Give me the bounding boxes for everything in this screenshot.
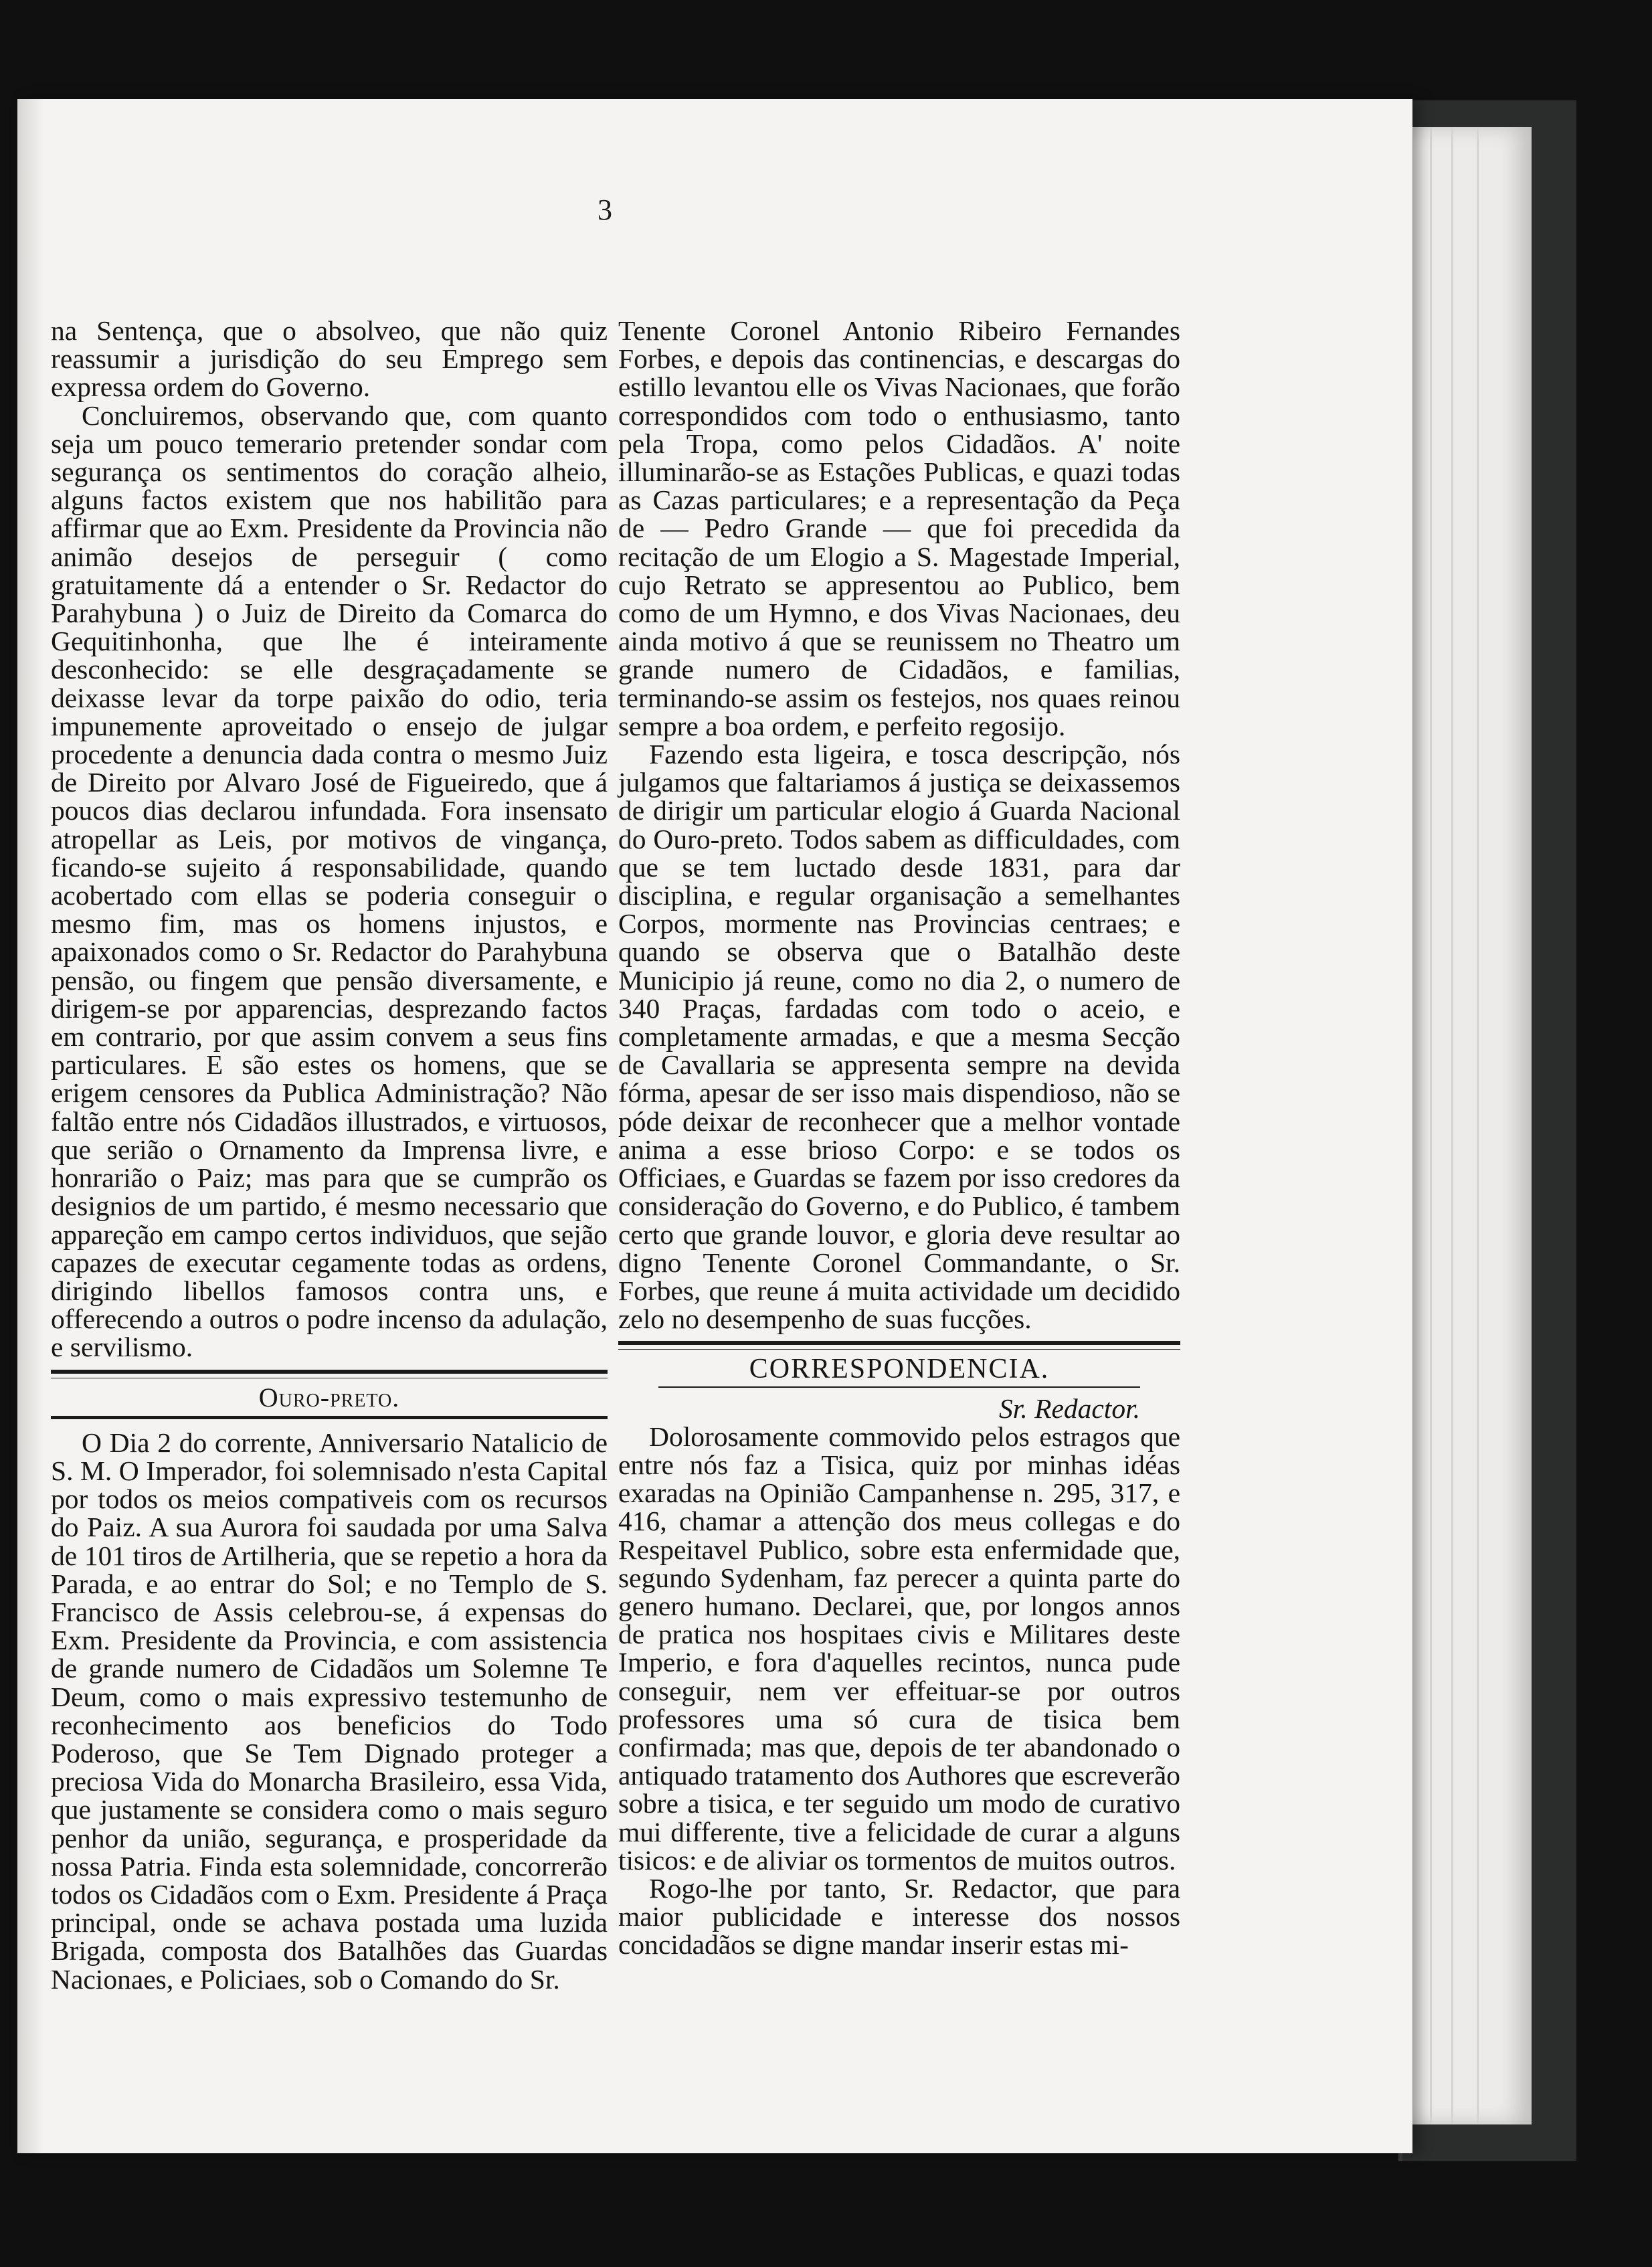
article-paragraph: na Sentença, que o absolveo, que não quiz reassumir a jurisdição do seu Emprego sem expressa ordem do Governo. [51,315,608,403]
page-number: 3 [598,193,612,226]
article-paragraph: Tenente Coronel Antonio Ribeiro Fernandes Forbes, e depois das continencias, e descargas do estillo levantou elle os Vivas Nacionaes, que forão correspondidos com todo o enthusiasmo, tanto pela Tropa, como pelos Cidadãos. A' noite illuminarão-se as Estações Publicas, e quazi todas as Cazas particulares; e a representação da Peça de — Pedro Grande — que foi precedida da recitação de um Elogio a S. Magestade Imperial, cujo Retrato se appresentou ao Publico, bem como de um Hymno, e dos Vivas Nacionaes, deu ainda motivo á que se reunissem no Theatro um grande numero de Cidadãos, e familias, terminando-se assim os festejos, nos quaes reinou sempre a boa ordem, e perfeito regosijo. [618,315,1180,741]
letter-salutation: Sr. Redactor. [999,1392,1140,1424]
section-divider [618,1341,1180,1350]
heading-rule [51,1416,608,1419]
newspaper-page [17,99,1412,2153]
heading-rule [658,1386,1140,1388]
page-edges [1395,127,1532,2124]
article-paragraph: O Dia 2 do corrente, Anniversario Natalicio de S. M. O Imperador, foi solemnisado n'esta Capital por todos os meios compativeis com os recursos do Paiz. A sua Aurora foi saudada por uma Salva de 101 tiros de Artilheria, que se repetio a hora da Parada, e ao entrar do Sol; e no Templo de S. Francisco de Assis celebrou-se, á expensas do Exm. Presidente da Provincia, e com assistencia de grande numero de Cidadãos um Solemne Te Deum, como o mais expressivo testemunho de reconhecimento aos beneficios do Todo Poderoso, que Se Tem Dignado proteger a preciosa Vida do Monarcha Brasileiro, essa Vida, que justamente se considera como o mais seguro penhor da união, segurança, e prosperidade da nossa Patria. Finda esta solemnidade, concorrerão todos os Cidadãos com o Exm. Presidente á Praça principal, onde se achava postada uma luzida Brigada, composta dos Batalhões das Guardas Nacionaes, e Policiaes, sob o Comando do Sr. [51,1427,608,1995]
letter-paragraph: Rogo-lhe por tanto, Sr. Redactor, que para maior publicidade e interesse dos nossos concidadãos se digne mandar inserir estas mi- [618,1872,1180,1961]
section-divider [51,1370,608,1378]
left-column [51,316,608,1993]
article-paragraph: Concluiremos, observando que, com quanto seja um pouco temerario pretender sondar com segurança os sentimentos do coração alheio, alguns factos existem que nos habilitão para affirmar que ao Exm. Presidente da Provincia não animão desejos de perseguir ( como gratuitamente dá a entender o Sr. Redactor do Parahybuna ) o Juiz de Direito da Comarca do Gequitinhonha, que lhe é inteiramente desconhecido: se elle desgraçadamente se deixasse levar da torpe paixão do odio, teria impunemente aproveitado o ensejo de julgar procedente a denuncia dada contra o mesmo Juiz de Direito por Alvaro José de Figueiredo, que á poucos dias declarou infundada. Fora insensato atropellar as Leis, por motivos de vingança, ficando-se sujeito á responsabilidade, quando acobertado com ellas se poderia conseguir o mesmo fim, mas os homens injustos, e apaixonados como o Sr. Redactor do Parahybuna pensão, ou fingem que pensão diversamente, e dirigem-se por apparencias, desprezando factos em contrario, por que assim convem a seus fins particulares. E são estes os homens, que se erigem censores da Publica Administração? Não faltão entre nós Cidadãos illustrados, e virtuosos, que serião o Ornamento da Imprensa livre, e honrarião o Paiz; mas para que se cumprão os designios de um partido, é mesmo necessario que appareção em campo certos individuos, que sejão capazes de executar cegamente todas as ordens, dirigindo libellos famosos contra uns, e offerecendo a outros o podre incenso da adulação, e servilismo. [51,399,608,1363]
section-heading: Ouro-preto. [258,1382,400,1413]
section-heading: CORRESPONDENCIA. [749,1354,1050,1385]
article-paragraph: Fazendo esta ligeira, e tosca descripção, nós julgamos que faltariamos á justiça se deixassemos de dirigir um particular elogio á Guarda Nacional do Ouro-preto. Todos sabem as difficuldades, com que se tem luctado desde 1831, para dar disciplina, e regular organisação a semelhantes Corpos, mormente nas Provincias centraes; e quando se observa que o Batalhão deste Municipio já reune, como no dia 2, o numero de 340 Praças, fardadas com todo o aceio, e completamente armadas, e que a mesma Secção de Cavallaria se appresenta sempre na devida fórma, apesar de ser isso mais dispendioso, não se póde deixar de reconhecer que a melhor vontade anima a esse brioso Corpo: e se todos os Officiaes, e Guardas se fazem por isso credores da consideração do Governo, e do Publico, é tambem certo que grande louvor, e gloria deve resultar ao digno Tenente Coronel Commandante, o Sr. Forbes, que reune á muita actividade um decidido zelo no desempenho de suas fucções. [618,739,1180,1335]
letter-paragraph: Dolorosamente commovido pelos estragos que entre nós faz a Tisica, quiz por minhas idéas exaradas na Opinião Campanhense n. 295, 317, e 416, chamar a attenção dos meus collegas e do Respeitavel Publico, sobre esta enfermidade que, segundo Sydenham, faz perecer a quinta parte do genero humano. Declarei, que, por longos annos de pratica nos hospitaes civis e Militares deste Imperio, e fora d'aquelles recintos, nunca pude conseguir, nem ver effeituar-se por outros professores uma só cura de tisica bem confirmada; mas que, depois de ter abandonado o antiquado tratamento dos Authores que escreverão sobre a tisica, e ter seguido um modo de curativo mui differente, tive a felicidade de curar a alguns tisicos: e de aliviar os tormentos de muitos outros. [618,1421,1180,1876]
right-column [618,316,1180,1959]
